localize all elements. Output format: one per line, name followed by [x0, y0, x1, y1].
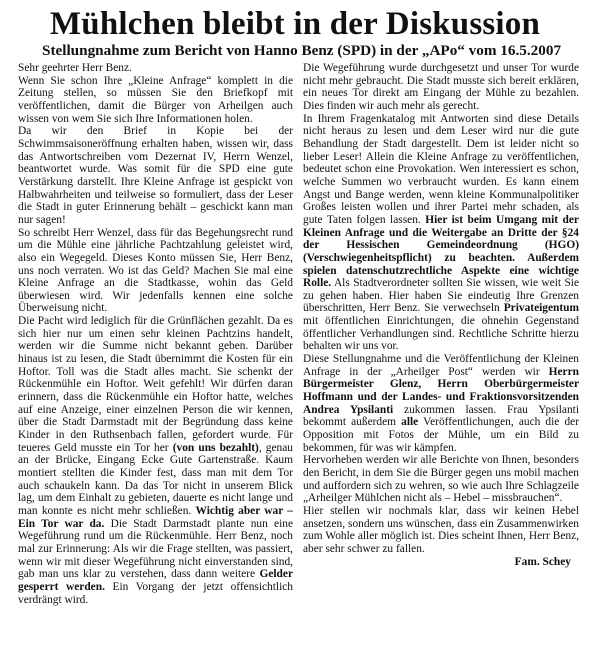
article-column-right [303, 62, 579, 642]
paragraph: Hervorheben werden wir alle Berichte von Ihnen, besonders den Bericht, in dem Sie die Bürger gegen uns mobil machen und auffordern sich zu wehren, so wie auch Ihre Schlagzeile „Arheilger Mühlchen nicht als – Hebel – missbrauchen“. [303, 454, 579, 505]
text-run: Die Stadt Darmstadt plante nun eine Wegeführung rund um die Rückenmühle. Herr Benz, noch mal zur Erinnerung: Als wir die Frage stellten, was passiert, wenn wir mit dieser Wegeführung nicht einverstanden sind, gab man uns klar zu verstehen, dass dann weitere [18, 517, 293, 581]
headline: Mühlchen bleibt in der Diskussion [49, 6, 541, 42]
subheadline: Stellungnahme zum Bericht von Hanno Benz (SPD) in der „APo“ vom 16.5.2007 [42, 42, 562, 59]
bold-text: (von uns bezahlt) [172, 441, 259, 454]
paragraph [18, 315, 293, 606]
paragraph [303, 353, 579, 454]
article-column-left [18, 62, 293, 642]
bold-text: Gelder gesperrt werden. [18, 568, 293, 593]
signature: Fam. Schey [514, 555, 571, 568]
text-run: , genau an der Brücke, Eingang Ecke Gute Gartenstraße. Kaum montiert stellten die Kinder fest, dass man mit dem Tor auch schaukeln kann. Da das Tor nicht in unserem Blick lag, um dem Einhalt zu gebieten, dauerte es nicht lange und man konnte es nicht mehr schließen. [18, 441, 293, 517]
bold-text: Wichtig aber war – Ein Tor war da. [18, 504, 293, 530]
paragraph: Hier stellen wir nochmals klar, dass wir keinen Hebel ansetzen, sondern uns wünschen, dass ein Zusammenwirken zum Wohle aller möglich ist. Dies scheint Ihnen, Herr Benz, aber sehr schwer zu fallen. [303, 504, 579, 555]
text-run: Als Stadtverordneter sollten Sie wissen, wie weit Sie zu gehen haben. Hier haben Sie eindeutig Ihre Grenzen überschritten, Herr Benz. Sie verwechseln [303, 277, 579, 315]
paragraph: So schreibt Herr Wenzel, dass für das Begehungsrecht rund um die Mühle eine jährliche Pachtzahlung geleistet wird, also ein Wegegeld. Dieses Konto müssen Sie, Herr Benz, uns noch verraten. Wo ist das Geld? Machen Sie mal eine Kleine Anfrage an die Stadtkasse, wohin das Geld überwiesen wird. Wir jedenfalls kennen eine solche Überweisung nicht. [18, 226, 293, 315]
paragraph: Da wir den Brief in Kopie bei der Schwimmsaisoneröffnung erhalten haben, wissen wir, dass das Antwortschreiben vom Dezernat IV, Herrn Wenzel, beantwortet wurde. Was somit für die SPD eine gute Verstärkung darstellt. Ihre Kleine Anfrage ist gespickt von Halbwahrheiten und teilweise so formuliert, dass der Leser die Stadt in guter Erinnerung behält – geschickt kann man nur sagen! [18, 125, 293, 226]
salutation: Sehr geehrter Herr Benz. [18, 62, 132, 74]
paragraph [303, 113, 579, 353]
bold-text: Herrn Bürgermeister Glenz, Herrn Oberbürgermeister Hoffmann und der Landes- und Fraktionsvorsitzenden Andrea Ypsilanti [303, 365, 579, 416]
paragraph: Wenn Sie schon Ihre „Kleine Anfrage“ komplett in die Zeitung stellen, so müssen Sie den Briefkopf mit veröffentlichen, damit die Bürger von Arheilgen auch wissen von wem Sie sich Ihre Informationen holen. [18, 74, 293, 125]
text-run: In Ihrem Fragenkatalog mit Antworten sind diese Details nicht heraus zu lesen und dem Leser wird nur die gute Behandlung der Stadt dargestellt. Dem ist leider nicht so lieber Leser! Allein die Kleine Anfrage zu veröffentlichen, bedeutet schon eine Provokation. Wen interessiert es schon, welche Summen wo verbraucht wurden. Es kann einem Angst und Bange werden, wenn kleine Kommunalpolitiker Großes leisten wollen und ihrer Partei mehr schaden, als gute Taten folgen lassen. [303, 112, 579, 226]
paragraph: Die Wegeführung wurde durchgesetzt und unser Tor wurde nicht mehr gebraucht. Die Stadt musste sich bereit erklären, ein neues Tor direkt am Eingang der Mühle zu bezahlen. Dies finden wir auch mehr als gerecht. [303, 62, 579, 112]
text-run: Ein Vorgang der jetzt offensichtlich verdrängt wird. [18, 580, 293, 606]
text-run: Die Pacht wird lediglich für die Grünflächen gezahlt. Da es sich hier nur um einen sehr kleinen Pachtzins handelt, werden wir die Summe nicht bekannt geben. Darüber hinaus ist zu lesen, die Stadt übernimmt die Kosten für ein Hoftor. Toll was die Stadt alles macht. Sie schenkt der Rückenmühle ein Hoftor. Weit gefehlt! Wir dürfen daran erinnern, dass die Rückenmühle ein Hoftor hatte, welches auf eine Anzeige, einer einzelnen Person die wir kennen, über die Stadt Darmstadt mit der Begründung dass keine Kinder in den Ruthsenbach fallen, gefordert wurde. Für teueres Geld musste ein Tor her [18, 315, 293, 454]
text-run: zukommen lassen. Frau Ypsilanti bekommt außerdem [303, 403, 579, 429]
bold-text: alle [401, 416, 419, 429]
text-run: Diese Stellungnahme und die Veröffentlichung der Kleinen Anfrage in der „Arheilger Post“ werden wir [303, 353, 579, 378]
text-run: Veröffentlichungen, auch die der Opposition mit Fotos der Mühle, um ein Bild zu bekommen, für was wir kämpfen. [303, 416, 579, 454]
text-run: mit öffentlichen Einrichtungen, die ohnehin Gegenstand öffentlicher Verhandlungen sind. Rechtliche Schritte hierzu behalten wir uns vor. [303, 315, 579, 353]
bold-text: Privateigentum [503, 302, 579, 315]
bold-text: Hier ist beim Umgang mit der Kleinen Anfrage und die Weitergabe an Dritte der §24 der Hessischen Gemeindeordnung (HGO) (Verschwiegenheitspflicht) zu beachten. Außerdem spielen datenschutzrechtliche Aspekte eine wichtige Rolle. [303, 213, 579, 290]
